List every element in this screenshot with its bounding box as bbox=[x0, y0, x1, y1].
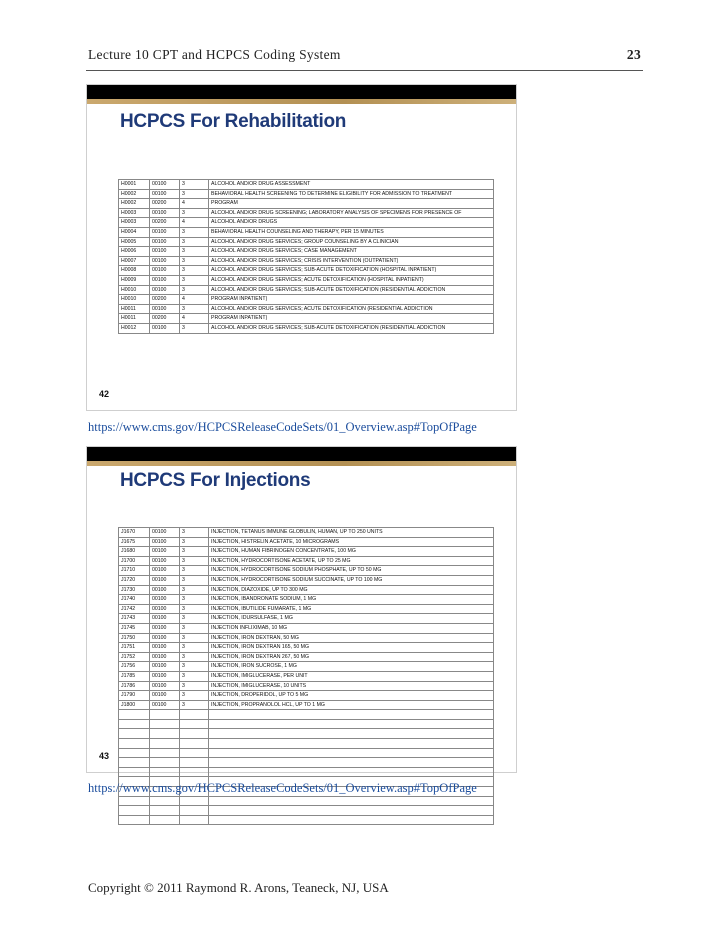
hcpcs-code-cell: J1756 bbox=[119, 662, 150, 672]
description-cell: INJECTION, IMIGLUCERASE, PER UNIT bbox=[209, 671, 494, 681]
record-id-cell: 4 bbox=[180, 295, 209, 305]
empty-table-row bbox=[119, 739, 494, 749]
sequence-cell: 00100 bbox=[150, 180, 180, 190]
record-id-cell: 3 bbox=[180, 304, 209, 314]
empty-cell bbox=[209, 767, 494, 777]
sequence-cell: 00100 bbox=[150, 266, 180, 276]
record-id-cell: 3 bbox=[180, 227, 209, 237]
empty-cell bbox=[150, 796, 180, 806]
table-row bbox=[119, 566, 494, 576]
description-cell: ALCOHOL AND/OR DRUG SERVICES; ACUTE DETOXIFICATION (HOSPITAL INPATIENT) bbox=[209, 275, 494, 285]
description-cell: INJECTION, IRON DEXTRAN, 50 MG bbox=[209, 633, 494, 643]
hcpcs-code-cell: H0011 bbox=[119, 304, 150, 314]
empty-cell bbox=[119, 748, 150, 758]
record-id-cell: 3 bbox=[180, 681, 209, 691]
table-row bbox=[119, 575, 494, 585]
table-row bbox=[119, 623, 494, 633]
description-cell: INJECTION, PROPRANOLOL HCL, UP TO 1 MG bbox=[209, 700, 494, 710]
empty-cell bbox=[180, 719, 209, 729]
empty-cell bbox=[180, 815, 209, 825]
empty-cell bbox=[209, 806, 494, 816]
hcpcs-code-cell: H0003 bbox=[119, 208, 150, 218]
hcpcs-code-cell: J1785 bbox=[119, 671, 150, 681]
sequence-cell: 00100 bbox=[150, 537, 180, 547]
record-id-cell: 3 bbox=[180, 528, 209, 538]
description-cell: ALCOHOL AND/OR DRUG SCREENING; LABORATORY ANALYSIS OF SPECIMENS FOR PRESENCE OF bbox=[209, 208, 494, 218]
sequence-cell: 00100 bbox=[150, 691, 180, 701]
empty-table-row bbox=[119, 758, 494, 768]
sequence-cell: 00100 bbox=[150, 681, 180, 691]
sequence-cell: 00100 bbox=[150, 227, 180, 237]
table-row bbox=[119, 585, 494, 595]
slide-top-bar bbox=[87, 447, 516, 461]
empty-cell bbox=[150, 767, 180, 777]
table-row bbox=[119, 199, 494, 209]
table-row bbox=[119, 633, 494, 643]
empty-table-row bbox=[119, 719, 494, 729]
description-cell: PROGRAM bbox=[209, 199, 494, 209]
record-id-cell: 3 bbox=[180, 247, 209, 257]
sequence-cell: 00100 bbox=[150, 275, 180, 285]
sequence-cell: 00100 bbox=[150, 208, 180, 218]
record-id-cell: 3 bbox=[180, 556, 209, 566]
record-id-cell: 3 bbox=[180, 275, 209, 285]
empty-cell bbox=[119, 729, 150, 739]
record-id-cell: 3 bbox=[180, 662, 209, 672]
description-cell: INJECTION INFLIXIMAB, 10 MG bbox=[209, 623, 494, 633]
hcpcs-code-cell: J1700 bbox=[119, 556, 150, 566]
table-row bbox=[119, 256, 494, 266]
empty-cell bbox=[180, 729, 209, 739]
empty-table-row bbox=[119, 748, 494, 758]
record-id-cell: 3 bbox=[180, 595, 209, 605]
sequence-cell: 00100 bbox=[150, 556, 180, 566]
description-cell: BEHAVIORAL HEALTH SCREENING TO DETERMINE ELIGIBILITY FOR ADMISSION TO TREATMENT bbox=[209, 189, 494, 199]
record-id-cell: 3 bbox=[180, 633, 209, 643]
record-id-cell: 3 bbox=[180, 700, 209, 710]
sequence-cell: 00200 bbox=[150, 314, 180, 324]
sequence-cell: 00100 bbox=[150, 575, 180, 585]
description-cell: ALCOHOL AND/OR DRUG SERVICES; SUB-ACUTE DETOXIFICATION (RESIDENTIAL ADDICTION bbox=[209, 285, 494, 295]
hcpcs-code-cell: J1710 bbox=[119, 566, 150, 576]
empty-cell bbox=[209, 739, 494, 749]
empty-cell bbox=[150, 729, 180, 739]
empty-cell bbox=[209, 758, 494, 768]
empty-cell bbox=[150, 815, 180, 825]
description-cell: ALCOHOL AND/OR DRUGS bbox=[209, 218, 494, 228]
sequence-cell: 00100 bbox=[150, 633, 180, 643]
table-row bbox=[119, 285, 494, 295]
description-cell: INJECTION, TETANUS IMMUNE GLOBULIN, HUMAN, UP TO 250 UNITS bbox=[209, 528, 494, 538]
table-row bbox=[119, 237, 494, 247]
description-cell: INJECTION, DROPERIDOL, UP TO 5 MG bbox=[209, 691, 494, 701]
empty-cell bbox=[209, 796, 494, 806]
description-cell: INJECTION, HUMAN FIBRINOGEN CONCENTRATE, 100 MG bbox=[209, 547, 494, 557]
empty-cell bbox=[180, 739, 209, 749]
sequence-cell: 00100 bbox=[150, 566, 180, 576]
empty-cell bbox=[180, 758, 209, 768]
sequence-cell: 00100 bbox=[150, 304, 180, 314]
record-id-cell: 4 bbox=[180, 218, 209, 228]
empty-cell bbox=[119, 806, 150, 816]
sequence-cell: 00100 bbox=[150, 595, 180, 605]
table-row bbox=[119, 643, 494, 653]
hcpcs-code-cell: J1790 bbox=[119, 691, 150, 701]
hcpcs-code-cell: J1750 bbox=[119, 633, 150, 643]
description-cell: BEHAVIORAL HEALTH COUNSELING AND THERAPY, PER 15 MINUTES bbox=[209, 227, 494, 237]
description-cell: ALCOHOL AND/OR DRUG SERVICES; ACUTE DETOXIFICATION (RESIDENTIAL ADDICTION bbox=[209, 304, 494, 314]
hcpcs-code-cell: J1742 bbox=[119, 604, 150, 614]
record-id-cell: 3 bbox=[180, 323, 209, 333]
sequence-cell: 00100 bbox=[150, 585, 180, 595]
hcpcs-code-cell: J1745 bbox=[119, 623, 150, 633]
hcpcs-code-cell: J1720 bbox=[119, 575, 150, 585]
description-cell: ALCOHOL AND/OR DRUG SERVICES; SUB-ACUTE DETOXIFICATION (RESIDENTIAL ADDICTION bbox=[209, 323, 494, 333]
record-id-cell: 3 bbox=[180, 691, 209, 701]
sequence-cell: 00200 bbox=[150, 295, 180, 305]
description-cell: INJECTION, IRON SUCROSE, 1 MG bbox=[209, 662, 494, 672]
record-id-cell: 3 bbox=[180, 604, 209, 614]
record-id-cell: 3 bbox=[180, 237, 209, 247]
hcpcs-code-cell: H0005 bbox=[119, 237, 150, 247]
sequence-cell: 00100 bbox=[150, 614, 180, 624]
record-id-cell: 4 bbox=[180, 314, 209, 324]
empty-table-row bbox=[119, 806, 494, 816]
record-id-cell: 3 bbox=[180, 652, 209, 662]
hcpcs-code-cell: H0010 bbox=[119, 285, 150, 295]
table-row bbox=[119, 266, 494, 276]
description-cell: ALCOHOL AND/OR DRUG ASSESSMENT bbox=[209, 180, 494, 190]
empty-cell bbox=[209, 710, 494, 720]
record-id-cell: 3 bbox=[180, 575, 209, 585]
hcpcs-code-cell: J1800 bbox=[119, 700, 150, 710]
slide-title: HCPCS For Injections bbox=[120, 470, 311, 491]
page-header bbox=[88, 47, 641, 63]
hcpcs-code-cell: H0012 bbox=[119, 323, 150, 333]
hcpcs-code-cell: J1743 bbox=[119, 614, 150, 624]
record-id-cell: 3 bbox=[180, 266, 209, 276]
table-row bbox=[119, 614, 494, 624]
empty-cell bbox=[150, 710, 180, 720]
record-id-cell: 3 bbox=[180, 623, 209, 633]
record-id-cell: 3 bbox=[180, 285, 209, 295]
slide-accent-stripe bbox=[87, 99, 516, 104]
copyright-footer: Copyright © 2011 Raymond R. Arons, Teaneck, NJ, USA bbox=[88, 880, 389, 895]
record-id-cell: 3 bbox=[180, 208, 209, 218]
description-cell: INJECTION, IMIGLUCERASE, 10 UNITS bbox=[209, 681, 494, 691]
sequence-cell: 00200 bbox=[150, 199, 180, 209]
sequence-cell: 00200 bbox=[150, 218, 180, 228]
empty-cell bbox=[150, 739, 180, 749]
hcpcs-code-cell: H0007 bbox=[119, 256, 150, 266]
hcpcs-code-cell: H0010 bbox=[119, 295, 150, 305]
table-row bbox=[119, 662, 494, 672]
hcpcs-code-cell: H0006 bbox=[119, 247, 150, 257]
table-row bbox=[119, 537, 494, 547]
empty-cell bbox=[119, 710, 150, 720]
hcpcs-code-cell: H0002 bbox=[119, 199, 150, 209]
description-cell: INJECTION, IRON DEXTRAN 267, 50 MG bbox=[209, 652, 494, 662]
description-cell: ALCOHOL AND/OR DRUG SERVICES; GROUP COUNSELING BY A CLINICIAN bbox=[209, 237, 494, 247]
sequence-cell: 00100 bbox=[150, 547, 180, 557]
sequence-cell: 00100 bbox=[150, 285, 180, 295]
table-row bbox=[119, 247, 494, 257]
table-row bbox=[119, 652, 494, 662]
sequence-cell: 00100 bbox=[150, 700, 180, 710]
empty-cell bbox=[209, 748, 494, 758]
sequence-cell: 00100 bbox=[150, 256, 180, 266]
table-row bbox=[119, 595, 494, 605]
empty-table-row bbox=[119, 710, 494, 720]
record-id-cell: 3 bbox=[180, 180, 209, 190]
hcpcs-code-table bbox=[118, 179, 494, 334]
sequence-cell: 00100 bbox=[150, 671, 180, 681]
empty-cell bbox=[150, 806, 180, 816]
hcpcs-code-cell: J1675 bbox=[119, 537, 150, 547]
slide-number: 42 bbox=[99, 389, 110, 399]
empty-cell bbox=[150, 748, 180, 758]
table-row bbox=[119, 218, 494, 228]
table-row bbox=[119, 547, 494, 557]
description-cell: INJECTION, IBANDRONATE SODIUM, 1 MG bbox=[209, 595, 494, 605]
record-id-cell: 3 bbox=[180, 614, 209, 624]
description-cell: PROGRAM INPATIENT) bbox=[209, 314, 494, 324]
table-row bbox=[119, 691, 494, 701]
hcpcs-code-cell: H0001 bbox=[119, 180, 150, 190]
table-row bbox=[119, 208, 494, 218]
table-row bbox=[119, 323, 494, 333]
description-cell: ALCOHOL AND/OR DRUG SERVICES; CRISIS INTERVENTION (OUTPATIENT) bbox=[209, 256, 494, 266]
slide-number: 43 bbox=[99, 751, 110, 761]
hcpcs-code-cell: H0002 bbox=[119, 189, 150, 199]
record-id-cell: 3 bbox=[180, 585, 209, 595]
record-id-cell: 3 bbox=[180, 547, 209, 557]
empty-cell bbox=[150, 719, 180, 729]
sequence-cell: 00100 bbox=[150, 604, 180, 614]
hcpcs-code-cell: H0004 bbox=[119, 227, 150, 237]
cms-link[interactable]: https://www.cms.gov/HCPCSReleaseCodeSets/01_Overview.asp#TopOfPage bbox=[88, 420, 477, 434]
empty-cell bbox=[180, 796, 209, 806]
description-cell: PROGRAM INPATIENT) bbox=[209, 295, 494, 305]
page-number: 23 bbox=[626, 47, 641, 62]
empty-cell bbox=[119, 796, 150, 806]
slide-title: HCPCS For Rehabilitation bbox=[120, 111, 347, 132]
record-id-cell: 3 bbox=[180, 256, 209, 266]
hcpcs-code-cell: H0008 bbox=[119, 266, 150, 276]
empty-cell bbox=[180, 767, 209, 777]
empty-table-row bbox=[119, 729, 494, 739]
record-id-cell: 3 bbox=[180, 537, 209, 547]
header-divider bbox=[86, 70, 643, 71]
slide-rehabilitation bbox=[86, 84, 517, 411]
empty-cell bbox=[180, 710, 209, 720]
empty-cell bbox=[209, 719, 494, 729]
table-row bbox=[119, 700, 494, 710]
sequence-cell: 00100 bbox=[150, 323, 180, 333]
empty-table-row bbox=[119, 767, 494, 777]
table-row bbox=[119, 180, 494, 190]
description-cell: ALCOHOL AND/OR DRUG SERVICES; CASE MANAGEMENT bbox=[209, 247, 494, 257]
empty-table-row bbox=[119, 815, 494, 825]
slide-injections bbox=[86, 446, 517, 773]
sequence-cell: 00100 bbox=[150, 247, 180, 257]
sequence-cell: 00100 bbox=[150, 652, 180, 662]
hcpcs-code-cell: J1730 bbox=[119, 585, 150, 595]
hcpcs-code-cell: J1752 bbox=[119, 652, 150, 662]
hcpcs-code-cell: J1786 bbox=[119, 681, 150, 691]
empty-cell bbox=[119, 758, 150, 768]
empty-cell bbox=[209, 815, 494, 825]
record-id-cell: 3 bbox=[180, 671, 209, 681]
table-row bbox=[119, 556, 494, 566]
table-row bbox=[119, 671, 494, 681]
description-cell: INJECTION, HYDROCORTISONE ACETATE, UP TO 25 MG bbox=[209, 556, 494, 566]
empty-cell bbox=[180, 806, 209, 816]
empty-cell bbox=[119, 815, 150, 825]
description-cell: INJECTION, IDURSULFASE, 1 MG bbox=[209, 614, 494, 624]
sequence-cell: 00100 bbox=[150, 643, 180, 653]
sequence-cell: 00100 bbox=[150, 189, 180, 199]
hcpcs-code-cell: J1740 bbox=[119, 595, 150, 605]
hcpcs-code-cell: H0009 bbox=[119, 275, 150, 285]
document-title: Lecture 10 CPT and HCPCS Coding System bbox=[88, 47, 341, 62]
description-cell: INJECTION, HYDROCORTISONE SODIUM SUCCINATE, UP TO 100 MG bbox=[209, 575, 494, 585]
empty-table-row bbox=[119, 796, 494, 806]
hcpcs-code-cell: H0011 bbox=[119, 314, 150, 324]
description-cell: INJECTION, HYDROCORTISONE SODIUM PHOSPHATE, UP TO 50 MG bbox=[209, 566, 494, 576]
empty-cell bbox=[209, 729, 494, 739]
table-row bbox=[119, 275, 494, 285]
cms-link[interactable]: https://www.cms.gov/HCPCSReleaseCodeSets/01_Overview.asp#TopOfPage bbox=[88, 781, 477, 795]
slide-accent-stripe bbox=[87, 461, 516, 466]
sequence-cell: 00100 bbox=[150, 237, 180, 247]
hcpcs-code-cell: J1670 bbox=[119, 528, 150, 538]
empty-cell bbox=[180, 748, 209, 758]
slide-top-bar bbox=[87, 85, 516, 99]
sequence-cell: 00100 bbox=[150, 662, 180, 672]
table-row bbox=[119, 295, 494, 305]
table-row bbox=[119, 314, 494, 324]
record-id-cell: 3 bbox=[180, 643, 209, 653]
table-row bbox=[119, 528, 494, 538]
description-cell: INJECTION, IRON DEXTRAN 165, 50 MG bbox=[209, 643, 494, 653]
description-cell: INJECTION, HISTRELIN ACETATE, 10 MICROGRAMS bbox=[209, 537, 494, 547]
table-row bbox=[119, 604, 494, 614]
hcpcs-code-cell: J1751 bbox=[119, 643, 150, 653]
hcpcs-code-cell: J1680 bbox=[119, 547, 150, 557]
table-row bbox=[119, 189, 494, 199]
sequence-cell: 00100 bbox=[150, 528, 180, 538]
sequence-cell: 00100 bbox=[150, 623, 180, 633]
table-row bbox=[119, 681, 494, 691]
description-cell: INJECTION, IBUTILIDE FUMARATE, 1 MG bbox=[209, 604, 494, 614]
empty-cell bbox=[119, 767, 150, 777]
description-cell: INJECTION, DIAZOXIDE, UP TO 300 MG bbox=[209, 585, 494, 595]
description-cell: ALCOHOL AND/OR DRUG SERVICES; SUB-ACUTE DETOXIFICATION (HOSPITAL INPATIENT) bbox=[209, 266, 494, 276]
empty-cell bbox=[119, 739, 150, 749]
record-id-cell: 3 bbox=[180, 189, 209, 199]
hcpcs-code-cell: H0003 bbox=[119, 218, 150, 228]
record-id-cell: 4 bbox=[180, 199, 209, 209]
table-row bbox=[119, 304, 494, 314]
record-id-cell: 3 bbox=[180, 566, 209, 576]
empty-cell bbox=[150, 758, 180, 768]
table-row bbox=[119, 227, 494, 237]
empty-cell bbox=[119, 719, 150, 729]
